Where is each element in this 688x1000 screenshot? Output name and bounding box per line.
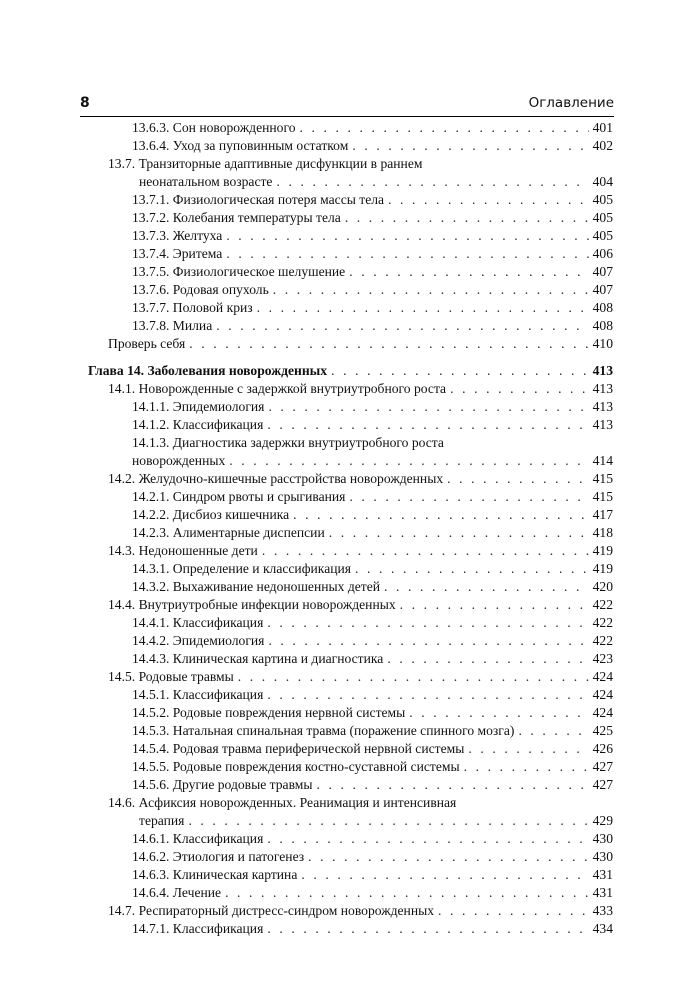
toc-entry[interactable]	[108, 281, 613, 299]
toc-entry[interactable]	[108, 191, 613, 209]
toc-entry-label: 14.4. Внутриутробные инфекции новорожденных	[108, 597, 396, 612]
dot-leader	[293, 506, 588, 524]
toc-entry-page: 430	[592, 831, 613, 846]
toc-entry-label: 14.3.1. Определение и классификация	[132, 561, 352, 576]
toc-entry-page: 405	[592, 210, 613, 225]
toc-entry-label: 14.4.3. Клиническая картина и диагностика	[132, 651, 384, 666]
toc-entry-page: 404	[592, 174, 613, 189]
dot-leader	[268, 632, 588, 650]
toc-entry[interactable]	[108, 596, 613, 614]
toc-entry-page: 415	[592, 489, 613, 504]
dot-leader	[409, 704, 588, 722]
toc-entry-page: 419	[592, 543, 613, 558]
toc-entry-page: 413	[592, 363, 613, 378]
dot-leader	[345, 209, 589, 227]
header-rule	[80, 116, 614, 117]
dot-leader	[384, 578, 589, 596]
toc-entry-label: 14.3. Недоношенные дети	[108, 543, 258, 558]
dot-leader	[238, 668, 589, 686]
toc-entry-label-line1: 14.1.3. Диагностика задержки внутриутробного роста	[132, 435, 444, 450]
toc-entry-label-line1: 14.6. Асфиксия новорожденных. Реанимация и интенсивная	[108, 795, 457, 810]
toc-entry-label: 13.7.6. Родовая опухоль	[132, 282, 269, 297]
toc-entry[interactable]	[108, 794, 613, 830]
toc-entry[interactable]	[108, 245, 613, 263]
toc-entry-label: 14.2. Желудочно-кишечные расстройства новорожденных	[108, 471, 444, 486]
page-number: 8	[80, 95, 90, 111]
dot-leader	[331, 362, 589, 380]
dot-leader	[438, 902, 589, 920]
toc-entry-label: 14.5. Родовые травмы	[108, 669, 234, 684]
toc-entry[interactable]	[108, 920, 613, 938]
toc-entry[interactable]	[108, 902, 613, 920]
toc-entry-label: 14.5.6. Другие родовые травмы	[132, 777, 313, 792]
dot-leader	[229, 452, 588, 470]
toc-entry-label: 14.3.2. Выхаживание недоношенных детей	[132, 579, 381, 594]
dot-leader	[267, 614, 588, 632]
toc-entry[interactable]	[108, 704, 613, 722]
toc-entry[interactable]	[108, 317, 613, 335]
toc-entry-page: 413	[592, 417, 613, 432]
toc-entry-page: 414	[592, 453, 613, 468]
toc-entry-page: 415	[592, 471, 613, 486]
toc-entry-page: 413	[592, 399, 613, 414]
toc-entry-page: 419	[592, 561, 613, 576]
toc-entry-page: 420	[592, 579, 613, 594]
running-header	[80, 95, 614, 115]
toc-entry-label: 14.4.2. Эпидемиология	[132, 633, 265, 648]
toc-entry-page: 408	[592, 318, 613, 333]
toc-entry-label: терапия	[139, 813, 185, 828]
toc-entry-page: 418	[592, 525, 613, 540]
toc-entry-label: 14.1.2. Классификация	[132, 417, 264, 432]
toc-entry-label: неонатальном возрасте	[139, 174, 273, 189]
toc-entry-page: 424	[592, 669, 613, 684]
toc-entry-label: 14.5.5. Родовые повреждения костно-суставной системы	[132, 759, 460, 774]
toc-entry[interactable]	[108, 830, 613, 848]
dot-leader	[518, 722, 588, 740]
toc-entry[interactable]	[108, 740, 613, 758]
dot-leader	[273, 281, 589, 299]
dot-leader	[355, 560, 589, 578]
dot-leader	[349, 488, 588, 506]
toc-entry-label: новорожденных	[132, 453, 226, 468]
dot-leader	[387, 650, 588, 668]
toc-entry-page: 424	[592, 687, 613, 702]
toc-entry-label: 13.7.3. Желтуха	[132, 228, 223, 243]
dot-leader	[262, 542, 589, 560]
toc-entry[interactable]	[108, 722, 613, 740]
toc-entry-page: 417	[592, 507, 613, 522]
dot-leader	[468, 740, 588, 758]
dot-leader	[276, 173, 588, 191]
toc-entry-page: 405	[592, 228, 613, 243]
toc-entry[interactable]	[108, 650, 613, 668]
toc-entry-page: 431	[592, 885, 613, 900]
toc-entry[interactable]	[108, 227, 613, 245]
toc-entry-page: 427	[592, 759, 613, 774]
toc-entry-page: 430	[592, 849, 613, 864]
dot-leader	[352, 137, 588, 155]
dot-leader	[257, 299, 589, 317]
toc-entry-page: 422	[592, 597, 613, 612]
toc-entry[interactable]	[108, 776, 613, 794]
dot-leader	[400, 596, 589, 614]
toc-entry[interactable]	[108, 758, 613, 776]
toc-entry-label: 13.6.3. Сон новорожденного	[132, 120, 296, 135]
toc-entry-page: 427	[592, 777, 613, 792]
toc-entry-page: 434	[592, 921, 613, 936]
toc-entry-page: 401	[592, 120, 613, 135]
toc-entry[interactable]	[108, 848, 613, 866]
toc-entry-label: 14.5.4. Родовая травма периферической нервной системы	[132, 741, 465, 756]
toc-entry[interactable]	[108, 614, 613, 632]
dot-leader	[349, 263, 588, 281]
toc-entry[interactable]	[108, 299, 613, 317]
running-title: Оглавление	[528, 95, 614, 111]
toc-entry-label: 13.7.7. Половой криз	[132, 300, 253, 315]
toc-entry-label: 14.6.2. Этиология и патогенез	[132, 849, 305, 864]
toc-entry-label: 14.4.1. Классификация	[132, 615, 264, 630]
toc-entry[interactable]	[108, 263, 613, 281]
toc-entry-page: 408	[592, 300, 613, 315]
dot-leader	[267, 830, 588, 848]
dot-leader	[188, 812, 588, 830]
toc-entry-label: 14.2.2. Дисбиоз кишечника	[132, 507, 290, 522]
dot-leader	[226, 227, 588, 245]
toc-entry-page: 406	[592, 246, 613, 261]
toc-entry-page: 402	[592, 138, 613, 153]
dot-leader	[189, 335, 588, 353]
toc-entry[interactable]	[108, 155, 613, 191]
dot-leader	[300, 119, 589, 137]
toc-entry[interactable]	[108, 119, 613, 137]
dot-leader	[225, 884, 589, 902]
toc-entry-label: 13.7.5. Физиологическое шелушение	[132, 264, 346, 279]
toc-entry-page: 405	[592, 192, 613, 207]
toc-entry-page: 407	[592, 282, 613, 297]
toc-entry-page: 429	[592, 813, 613, 828]
dot-leader	[301, 866, 588, 884]
dot-leader	[317, 776, 589, 794]
toc-entry-label: 14.7.1. Классификация	[132, 921, 264, 936]
dot-leader	[329, 524, 589, 542]
toc-entry[interactable]	[108, 488, 613, 506]
toc-entry-label: 13.7.1. Физиологическая потеря массы тела	[132, 192, 385, 207]
dot-leader	[388, 191, 589, 209]
toc-entry[interactable]	[108, 209, 613, 227]
table-of-contents	[88, 119, 613, 938]
toc-entry-page: 410	[592, 336, 613, 351]
dot-leader	[267, 416, 588, 434]
dot-leader	[464, 758, 589, 776]
toc-entry[interactable]	[108, 398, 613, 416]
toc-entry[interactable]	[108, 137, 613, 155]
toc-entry-label: 14.1.1. Эпидемиология	[132, 399, 265, 414]
toc-entry-label: 13.6.4. Уход за пуповинным остатком	[132, 138, 349, 153]
toc-entry-label: 14.7. Респираторный дистресс-синдром новорожденных	[108, 903, 435, 918]
toc-entry[interactable]	[108, 416, 613, 434]
toc-chapter-entry[interactable]	[88, 362, 613, 380]
dot-leader	[450, 380, 589, 398]
toc-entry-label: 14.1. Новорожденные с задержкой внутриутробного роста	[108, 381, 447, 396]
toc-entry-label-line1: 13.7. Транзиторные адаптивные дисфункции в раннем	[108, 156, 423, 171]
toc-entry-page: 425	[592, 723, 613, 738]
toc-entry-label: 14.6.3. Клиническая картина	[132, 867, 298, 882]
toc-entry-page: 426	[592, 741, 613, 756]
toc-entry[interactable]	[108, 686, 613, 704]
toc-entry-page: 424	[592, 705, 613, 720]
toc-entry[interactable]	[108, 578, 613, 596]
toc-entry[interactable]	[108, 884, 613, 902]
toc-entry[interactable]	[108, 434, 613, 470]
toc-entry-page: 413	[592, 381, 613, 396]
toc-entry-page: 407	[592, 264, 613, 279]
dot-leader	[267, 920, 588, 938]
dot-leader	[267, 686, 588, 704]
toc-entry-label: Глава 14. Заболевания новорожденных	[88, 363, 328, 378]
dot-leader	[308, 848, 588, 866]
toc-entry-label: 14.5.1. Классификация	[132, 687, 264, 702]
toc-entry[interactable]	[108, 668, 613, 686]
toc-entry[interactable]	[108, 542, 613, 560]
toc-entry-label: 13.7.8. Милиа	[132, 318, 213, 333]
toc-entry-label: 14.2.3. Алиментарные диспепсии	[132, 525, 325, 540]
toc-entry[interactable]	[108, 560, 613, 578]
toc-entry-page: 433	[592, 903, 613, 918]
toc-entry[interactable]	[108, 524, 613, 542]
toc-entry-label: 13.7.2. Колебания температуры тела	[132, 210, 341, 225]
toc-entry-label: 13.7.4. Эритема	[132, 246, 223, 261]
toc-entry[interactable]	[108, 632, 613, 650]
toc-entry-page: 422	[592, 633, 613, 648]
toc-entry-page: 423	[592, 651, 613, 666]
toc-entry[interactable]	[108, 380, 613, 398]
dot-leader	[216, 317, 588, 335]
toc-entry-label: 14.6.1. Классификация	[132, 831, 264, 846]
toc-entry-page: 431	[592, 867, 613, 882]
toc-entry-label: 14.2.1. Синдром рвоты и срыгивания	[132, 489, 346, 504]
toc-entry-page: 422	[592, 615, 613, 630]
toc-entry[interactable]	[108, 866, 613, 884]
toc-entry-label: 14.5.3. Натальная спинальная травма (поражение спинного мозга)	[132, 723, 515, 738]
toc-entry-label: 14.5.2. Родовые повреждения нервной системы	[132, 705, 406, 720]
dot-leader	[268, 398, 588, 416]
toc-entry-label: Проверь себя	[108, 336, 186, 351]
dot-leader	[447, 470, 588, 488]
dot-leader	[226, 245, 588, 263]
toc-entry[interactable]	[108, 506, 613, 524]
toc-entry-label: 14.6.4. Лечение	[132, 885, 222, 900]
toc-entry[interactable]	[108, 470, 613, 488]
toc-entry[interactable]	[108, 335, 613, 353]
